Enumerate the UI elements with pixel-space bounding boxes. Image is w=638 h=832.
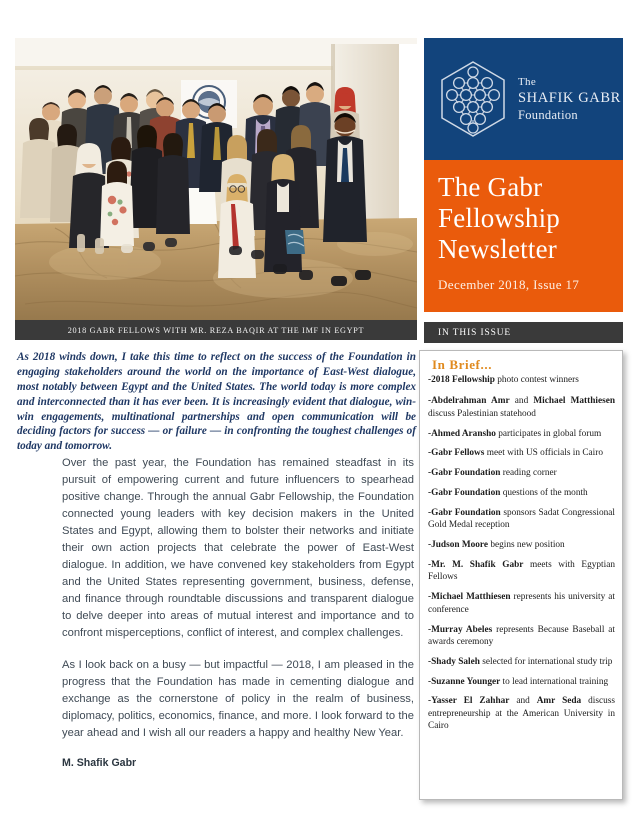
in-brief-item-lead: -Gabr Foundation xyxy=(428,488,501,499)
in-brief-item[interactable]: -Ahmed Aransho participates in global forum xyxy=(428,428,602,439)
newsletter-title: The Gabr Fellowship Newsletter xyxy=(438,172,561,264)
letter-paragraph-1: Over the past year, the Foundation has remained steadfast in its pursuit of empowering current and future influencers to spearhead positive change. Through the annual Gabr Fellowship, the Foundation connected young leaders with key decision makers in the United States and Egypt, allowing them to bolster their networks and initiate their own action projects that celebrate the power of East-West dialogue. In addition, we have convened key stakeholders from Egypt and the United States representing government, business, defense, and finance through roundtable discussions and transparent dialogue to delve deeper into areas of mutual interest and importance and to confront misperceptions, conflict of interest, and complex challenges. xyxy=(62,457,414,640)
masthead-title-block xyxy=(424,160,623,312)
editors-letter-intro: As 2018 winds down, I take this time to reflect on the success of the Foundation in engaging stakeholders around the world on the importance of East-West dialogue, most notably between Egypt and the United States. The world today is more complex and interconnected than it has ever been. It is increasingly evident that dialogue, win-win engagements, multinational partnerships and open communication will be deciding factors for success — or failure — in confronting the toughest challenges of today and tomorrow. xyxy=(17,351,416,453)
in-brief-item-lead: -Suzanne Younger xyxy=(428,676,501,687)
logo-line-shafik-gabr: SHAFIK GABR xyxy=(518,89,621,106)
in-brief-item-lead: -Gabr Fellows xyxy=(428,448,485,459)
in-brief-list xyxy=(428,374,615,733)
editors-letter-body xyxy=(62,455,414,769)
letter-signature: M. Shafik Gabr xyxy=(62,757,137,770)
in-brief-box xyxy=(419,350,623,800)
logo-line-foundation: Foundation xyxy=(518,108,578,123)
in-brief-item-lead: -Murray Abeles xyxy=(428,624,493,635)
in-brief-item[interactable]: -Mr. M. Shafik Gabr meets with Egyptian Fellows xyxy=(428,560,615,583)
logo-wordmark xyxy=(518,75,621,124)
hero-photo xyxy=(15,38,417,320)
logo-line-the: The xyxy=(518,75,537,88)
in-brief-item[interactable]: -2018 Fellowship photo contest winners xyxy=(428,375,579,385)
in-brief-item-lead: -Yasser El Zahhar xyxy=(428,696,510,707)
in-brief-item[interactable]: -Gabr Foundation sponsors Sadat Congressional Gold Medal reception xyxy=(428,508,615,531)
in-brief-item-lead: -Gabr Foundation xyxy=(428,508,501,519)
in-brief-item[interactable]: -Abdelrahman Amr and Michael Matthiesen discuss Palestinian statehood xyxy=(428,396,616,419)
in-brief-item-lead-secondary: Michael Matthiesen xyxy=(533,396,616,407)
foundation-logo-block xyxy=(424,38,623,160)
in-brief-item[interactable]: -Gabr Foundation reading corner xyxy=(428,468,557,479)
in-brief-item[interactable]: -Judson Moore begins new position xyxy=(428,540,565,551)
in-brief-item[interactable]: -Yasser El Zahhar and Amr Seda discuss entrepreneurship at the American University in Cairo xyxy=(428,696,615,732)
in-brief-item-lead: -Abdelrahman Amr xyxy=(428,396,510,407)
photo-caption: 2018 GABR FELLOWS WITH MR. REZA BAQIR AT THE IMF IN EGYPT xyxy=(15,320,417,340)
in-brief-item[interactable]: -Shady Saleh selected for international study trip xyxy=(428,656,613,667)
in-brief-item-lead: -Shady Saleh xyxy=(428,656,480,667)
in-brief-item-lead: -2018 Fellowship xyxy=(428,375,495,385)
in-brief-title: In Brief... xyxy=(432,357,493,372)
in-brief-item-lead: -Mr. M. Shafik Gabr xyxy=(428,560,524,571)
in-brief-item[interactable]: -Murray Abeles represents Because Baseball at awards ceremony xyxy=(428,624,615,647)
in-brief-item-lead: -Michael Matthiesen xyxy=(428,592,511,603)
in-brief-item-lead: -Judson Moore xyxy=(428,540,489,551)
in-brief-item[interactable]: -Gabr Foundation questions of the month xyxy=(428,488,588,499)
in-brief-item-lead: -Gabr Foundation xyxy=(428,468,501,479)
in-brief-item[interactable]: -Michael Matthiesen represents his university at conference xyxy=(428,592,615,615)
in-brief-item-lead: -Ahmed Aransho xyxy=(428,428,496,439)
letter-paragraph-2: As I look back on a busy — but impactful — 2018, I am pleased in the progress that the Foundation has made in cementing dialogue and exchange as the cornerstone of policy in the realm of business, diplomacy, politics, economics, finance, and more. I look forward to the year ahead and I wish all our readers a happy and healthy New Year. xyxy=(62,659,414,740)
in-this-issue-header: IN THIS ISSUE xyxy=(424,322,623,343)
in-brief-item[interactable]: -Suzanne Younger to lead international training xyxy=(428,676,609,687)
in-brief-item[interactable]: -Gabr Fellows meet with US officials in Cairo xyxy=(428,448,603,459)
group-photo-illustration xyxy=(15,38,417,320)
in-brief-item-lead-secondary: Amr Seda xyxy=(536,696,582,707)
hexagonal-lattice-logo-icon xyxy=(436,59,510,139)
newsletter-issue-line: December 2018, Issue 17 xyxy=(438,277,580,293)
